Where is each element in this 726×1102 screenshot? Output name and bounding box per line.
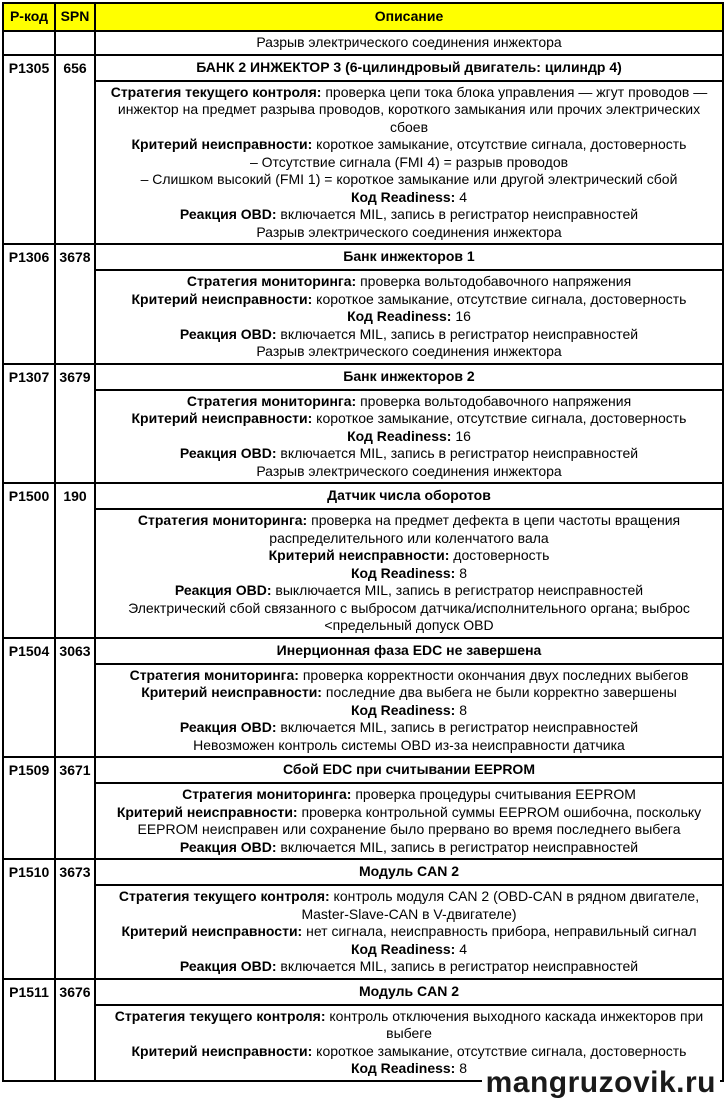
spn-code <box>55 31 95 55</box>
field-label: Стратегия мониторинга: <box>182 786 352 802</box>
spn-code: 3063 <box>55 638 95 758</box>
table-header <box>3 3 723 31</box>
field-label: Критерий неисправности: <box>131 1042 313 1059</box>
p-code: P1504 <box>3 638 55 758</box>
field-value: проверка на предмет дефекта в цепи частоты вращения распределительного или коленчатого вала <box>269 512 681 546</box>
table-row <box>3 757 723 783</box>
field-label: Стратегия мониторинга: <box>186 392 357 409</box>
field-value: нет сигнала, неисправность прибора, неправильный сигнал <box>302 923 697 939</box>
table-row-details <box>3 783 723 859</box>
field-value: проверка корректности окончания двух последних выбегов <box>298 666 689 683</box>
table-row <box>3 638 723 664</box>
field-label: Критерий неисправности: <box>131 290 313 307</box>
field-label: Реакция OBD: <box>179 958 277 974</box>
description-line <box>100 445 718 463</box>
field-value: – Отсутствие сигнала (FMI 4) = разрыв проводов <box>249 153 569 170</box>
field-value: включается MIL, запись в регистратор неисправностей <box>276 206 639 222</box>
description-line <box>100 702 718 720</box>
row-title: Датчик числа оборотов <box>95 483 723 509</box>
description-line <box>100 941 718 959</box>
description-line <box>100 512 718 547</box>
row-title: БАНК 2 ИНЖЕКТОР 3 (6-цилиндровый двигатель: цилиндр 4) <box>95 55 723 81</box>
row-title: Модуль CAN 2 <box>95 859 723 885</box>
description-line <box>100 1043 718 1061</box>
description-line <box>100 343 718 361</box>
field-value: последние два выбега не были корректно завершены <box>321 684 677 700</box>
field-value: 4 <box>455 188 468 205</box>
table-row <box>3 483 723 509</box>
header-description: Описание <box>95 3 723 31</box>
field-label: Реакция OBD: <box>179 206 277 222</box>
table-row-details <box>3 270 723 364</box>
field-value: Разрыв электрического соединения инжектора <box>256 34 562 50</box>
field-label: Реакция OBD: <box>174 582 272 598</box>
field-label: Код Readiness: <box>347 308 452 324</box>
description-line <box>100 958 718 976</box>
field-value: выключается MIL, запись в регистратор неисправностей <box>271 582 644 598</box>
row-title: Банк инжекторов 1 <box>95 244 723 270</box>
field-value: проверка процедуры считывания EEPROM <box>351 786 636 802</box>
description-cell <box>95 509 723 638</box>
field-value: проверка вольтодобавочного напряжения <box>356 392 632 409</box>
field-label: Код Readiness: <box>350 940 456 957</box>
spn-code: 656 <box>55 55 95 245</box>
field-label: Реакция OBD: <box>179 445 277 461</box>
spn-code: 3679 <box>55 364 95 484</box>
p-code: P1509 <box>3 757 55 859</box>
description-cell <box>95 783 723 859</box>
description-line <box>100 189 718 207</box>
field-value: Разрыв электрического соединения инжектора <box>256 223 562 240</box>
field-value: короткое замыкание, отсутствие сигнала, достоверность <box>312 1042 687 1059</box>
field-value: короткое замыкание, отсутствие сигнала, достоверность <box>312 136 687 152</box>
table-row <box>3 244 723 270</box>
description-line <box>100 667 718 685</box>
description-line <box>100 600 718 635</box>
field-value: включается MIL, запись в регистратор неисправностей <box>276 719 639 735</box>
description-line <box>100 684 718 702</box>
field-value: короткое замыкание, отсутствие сигнала, достоверность <box>312 290 687 307</box>
field-label: Стратегия текущего контроля: <box>114 1007 326 1024</box>
field-value: контроль модуля CAN 2 (OBD-CAN в рядном двигателе, Master-Slave-CAN в V-двигателе) <box>301 888 700 922</box>
field-value: включается MIL, запись в регистратор неисправностей <box>276 445 639 461</box>
obd-codes-table <box>2 2 724 1082</box>
field-label: Критерий неисправности: <box>131 410 313 426</box>
field-value: Невозможен контроль системы OBD из-за неисправности датчика <box>193 736 625 753</box>
table-row <box>3 364 723 390</box>
p-code: P1307 <box>3 364 55 484</box>
description-cell <box>95 81 723 245</box>
field-value: Электрический сбой связанного с выбросом датчика/исполнительного органа; выброс <предельный допуск OBD <box>128 599 690 633</box>
field-value: достоверность <box>449 547 550 563</box>
description-line <box>100 224 718 242</box>
table-row-details <box>3 509 723 638</box>
field-label: Код Readiness: <box>350 1060 456 1076</box>
row-title: Инерционная фаза EDC не завершена <box>95 638 723 664</box>
field-label: Код Readiness: <box>350 701 456 718</box>
field-label: Стратегия текущего контроля: <box>118 888 330 904</box>
p-code: P1306 <box>3 244 55 364</box>
field-label: Критерий неисправности: <box>131 136 313 152</box>
description-cell <box>95 664 723 758</box>
field-value: контроль отключения выходного каскада инжекторов при выбеге <box>325 1007 704 1041</box>
description-cell <box>95 31 723 55</box>
field-label: Критерий неисправности: <box>268 547 450 563</box>
field-label: Код Readiness: <box>347 427 452 444</box>
description-cell <box>95 885 723 979</box>
row-title: Банк инжекторов 2 <box>95 364 723 390</box>
description-line <box>100 719 718 737</box>
description-line <box>100 923 718 941</box>
description-line <box>100 326 718 344</box>
p-code: P1305 <box>3 55 55 245</box>
description-line <box>100 428 718 446</box>
field-value: 16 <box>451 427 471 444</box>
p-code <box>3 31 55 55</box>
table-row <box>3 55 723 81</box>
p-code: P1510 <box>3 859 55 979</box>
table-row <box>3 31 723 55</box>
description-line <box>100 547 718 565</box>
field-value: 8 <box>455 701 468 718</box>
header-spn: SPN <box>55 3 95 31</box>
table-body <box>3 31 723 1081</box>
field-label: Реакция OBD: <box>179 325 277 342</box>
table-row-details <box>3 664 723 758</box>
field-value: короткое замыкание, отсутствие сигнала, достоверность <box>312 410 687 426</box>
description-line <box>100 1008 718 1043</box>
field-value: 8 <box>455 1060 468 1076</box>
description-line <box>100 154 718 172</box>
field-value: 4 <box>455 940 468 957</box>
description-line <box>100 737 718 755</box>
p-code: P1500 <box>3 483 55 638</box>
table-row <box>3 859 723 885</box>
description-cell <box>95 390 723 484</box>
description-line <box>100 84 718 137</box>
description-line <box>100 463 718 481</box>
field-label: Реакция OBD: <box>179 719 277 735</box>
field-value: Разрыв электрического соединения инжектора <box>256 462 562 479</box>
description-line <box>100 804 718 839</box>
field-label: Код Readiness: <box>350 564 456 581</box>
spn-code: 3671 <box>55 757 95 859</box>
description-line <box>100 34 718 52</box>
field-label: Критерий неисправности: <box>141 684 322 700</box>
description-line <box>100 136 718 154</box>
description-line <box>100 888 718 923</box>
description-line <box>100 786 718 804</box>
table-row-details <box>3 390 723 484</box>
description-cell <box>95 270 723 364</box>
row-title: Сбой EDC при считывании EEPROM <box>95 757 723 783</box>
description-line <box>100 308 718 326</box>
field-value: проверка контрольной суммы EEPROM ошибочна, поскольку EEPROM неисправен или сохранение было прервано во время последнего выбега <box>137 803 702 837</box>
p-code: P1511 <box>3 979 55 1081</box>
spn-code: 190 <box>55 483 95 638</box>
table-row <box>3 979 723 1005</box>
description-line <box>100 171 718 189</box>
field-value: включается MIL, запись в регистратор неисправностей <box>276 325 639 342</box>
field-label: Код Readiness: <box>350 188 456 205</box>
field-value: включается MIL, запись в регистратор неисправностей <box>276 838 639 855</box>
spn-code: 3673 <box>55 859 95 979</box>
field-value: проверка цепи тока блока управления — жгут проводов — инжектор на предмет разрыва проводов, короткого замыкания или прочих электрических сбоев <box>117 83 708 135</box>
header-pcode: Р-код <box>3 3 55 31</box>
table-row-details <box>3 885 723 979</box>
description-line <box>100 410 718 428</box>
field-label: Критерий неисправности: <box>121 923 303 939</box>
table-row-details <box>3 81 723 245</box>
description-line <box>100 206 718 224</box>
field-value: проверка вольтодобавочного напряжения <box>356 273 632 289</box>
field-value: включается MIL, запись в регистратор неисправностей <box>276 958 639 974</box>
field-value: 16 <box>451 308 471 324</box>
field-label: Стратегия мониторинга: <box>186 273 357 289</box>
field-label: Реакция OBD: <box>179 838 277 855</box>
spn-code: 3676 <box>55 979 95 1081</box>
description-line <box>100 291 718 309</box>
field-label: Стратегия мониторинга: <box>129 666 299 683</box>
field-value: Разрыв электрического соединения инжектора <box>256 343 562 359</box>
spn-code: 3678 <box>55 244 95 364</box>
watermark: mangruzovik.ru <box>482 1066 720 1100</box>
description-line <box>100 393 718 411</box>
row-title: Модуль CAN 2 <box>95 979 723 1005</box>
field-label: Критерий неисправности: <box>116 803 298 820</box>
description-line <box>100 273 718 291</box>
field-value: – Слишком высокий (FMI 1) = короткое замыкание или другой электрический сбой <box>140 171 678 187</box>
field-value: 8 <box>455 564 468 581</box>
field-label: Стратегия мониторинга: <box>137 512 308 528</box>
description-line <box>100 565 718 583</box>
description-line <box>100 582 718 600</box>
description-line <box>100 839 718 857</box>
field-label: Стратегия текущего контроля: <box>110 83 322 100</box>
